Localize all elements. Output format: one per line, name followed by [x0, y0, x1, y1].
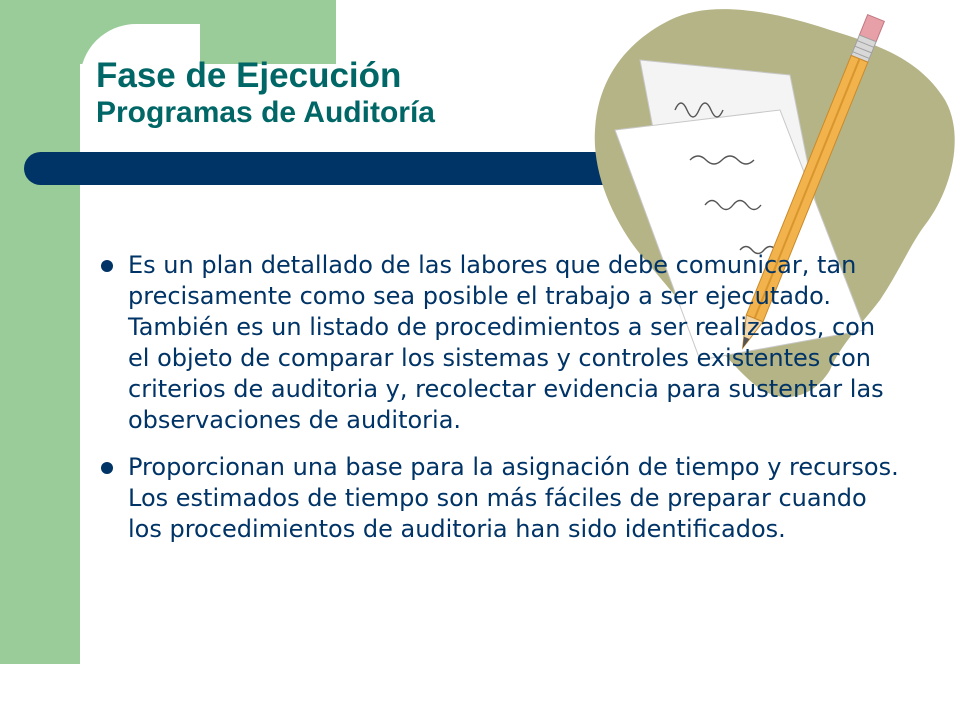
- bullet-text: Es un plan detallado de las labores que debe comunicar, tan precisamente como sea posible el trabajo a ser ejecutado. También es un listado de procedimientos a ser realizados, con el objeto de comparar los sistemas y controles existentes con criterios de auditoria y, recolectar evidencia para sustentar las observaciones de auditoria.: [128, 251, 884, 434]
- bullet-list: [100, 250, 900, 561]
- bullet-dot-icon: [101, 260, 113, 272]
- slide-title: [96, 56, 576, 130]
- page-subtitle: Programas de Auditoría: [96, 96, 435, 129]
- bullet-item: [100, 452, 900, 545]
- page-title: Fase de Ejecución: [96, 56, 402, 95]
- bullet-item: [100, 250, 900, 436]
- bullet-dot-icon: [101, 462, 113, 474]
- bullet-text: Proporcionan una base para la asignación de tiempo y recursos. Los estimados de tiempo son más fáciles de preparar cuando los procedimientos de auditoria han sido identificados.: [128, 453, 899, 543]
- title-underline-bar: [24, 152, 604, 185]
- left-accent-bar: [0, 0, 80, 664]
